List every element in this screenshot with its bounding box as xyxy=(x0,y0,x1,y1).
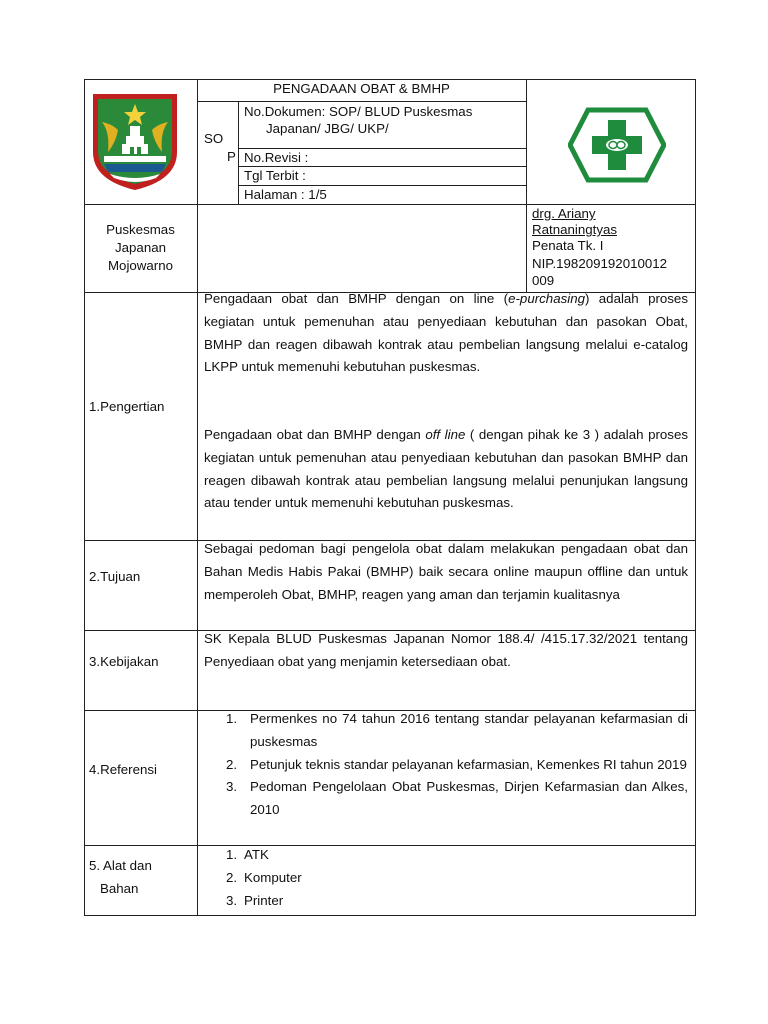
list-item: 1. Permenkes no 74 tahun 2016 tentang standar pelayanan kefarmasian di puskesmas xyxy=(226,711,688,749)
table-border-top xyxy=(84,79,695,80)
list-item: 2. Petunjuk teknis standar pelayanan kefarmasian, Kemenkes RI tahun 2019 xyxy=(226,756,687,772)
regional-coat-of-arms-icon xyxy=(90,92,180,192)
header-row-line xyxy=(197,101,526,102)
tujuan-paragraph: Sebagai pedoman bagi pengelola obat dalam melakukan pengadaan obat dan Bahan Medis Habis Pakai (BMHP) baik secara online maupun offline dan untuk memperoleh Obat, BMHP, reagen yang aman dan terjamin kualitasnya xyxy=(204,541,688,602)
document-number: No.Dokumen: SOP/ BLUD Puskesmas xyxy=(244,104,473,119)
header-row-line xyxy=(238,166,526,167)
alat-bahan-list xyxy=(204,844,688,912)
document-title: PENGADAAN OBAT & BMHP xyxy=(273,81,450,96)
org-name-line2: Japanan xyxy=(114,240,167,255)
sop-label-continued: P xyxy=(227,149,236,164)
referensi-list xyxy=(204,708,688,822)
issue-date: Tgl Terbit : xyxy=(244,168,306,183)
table-border-right xyxy=(695,79,696,916)
header-row-line xyxy=(238,185,526,186)
section-label-referensi: 4.Referensi xyxy=(89,762,157,777)
section-label-pengertian: 1.Pengertian xyxy=(89,399,165,414)
kebijakan-paragraph: SK Kepala BLUD Puskesmas Japanan Nomor 188.4/ /415.17.32/2021 tentang Penyediaan obat yang menjamin ketersediaan obat. xyxy=(204,631,688,669)
signer-rank: Penata Tk. I xyxy=(532,238,604,253)
org-name-line1: Puskesmas xyxy=(106,222,175,237)
signer-name-continued: Ratnaningtyas xyxy=(532,222,618,237)
row-line xyxy=(84,204,695,205)
document-number-continued: Japanan/ JBG/ UKP/ xyxy=(266,121,389,136)
list-item: 1. ATK xyxy=(226,847,269,862)
table-col-divider-right xyxy=(526,79,527,292)
pengertian-paragraph-online: Pengadaan obat dan BMHP dengan on line (e-purchasing) adalah proses kegiatan untuk pemenuhan atau penyediaan kebutuhan dan pasokan Obat, BMHP dan reagen dibawah kontrak atau pembelian langsung melalui e-catalog LKPP untuk memenuhi kebutuhan puskesmas. xyxy=(204,291,688,375)
puskesmas-green-cross-icon xyxy=(568,106,666,184)
section-label-tujuan: 2.Tujuan xyxy=(89,569,141,584)
signer-name: drg. Ariany xyxy=(532,206,596,221)
list-item: 3. Printer xyxy=(226,892,284,908)
org-name-line3: Mojowarno xyxy=(107,258,174,273)
list-item: 3. Pedoman Pengelolaan Obat Puskesmas, Dirjen Kefarmasian dan Alkes, 2010 xyxy=(226,779,688,818)
sop-label: SO xyxy=(204,131,224,146)
header-row-line xyxy=(238,148,526,149)
table-border-bottom xyxy=(84,915,695,916)
list-item: 2. Komputer xyxy=(226,869,302,885)
revision-number: No.Revisi : xyxy=(244,150,309,165)
header-inner-divider xyxy=(238,101,239,204)
signer-nip-continued: 009 xyxy=(532,273,555,288)
section-label-alat-bahan-continued: Bahan xyxy=(100,881,139,896)
section-label-alat-bahan: 5. Alat dan xyxy=(89,858,152,873)
page-number: Halaman : 1/5 xyxy=(244,187,327,202)
pengertian-paragraph-offline: Pengadaan obat dan BMHP dengan off line ( dengan pihak ke 3 ) adalah proses kegiatan untuk pemenuhan atau penyediaan kebutuhan dan pasokan BMHP dan reagen dibawah kontrak atau pembelian langsung melalui penunjukan langsung atau tender untuk memenuhi kebutuhan puskesmas. xyxy=(204,427,688,511)
signer-nip: NIP.198209192010012 xyxy=(532,256,668,271)
section-label-kebijakan: 3.Kebijakan xyxy=(89,654,159,669)
